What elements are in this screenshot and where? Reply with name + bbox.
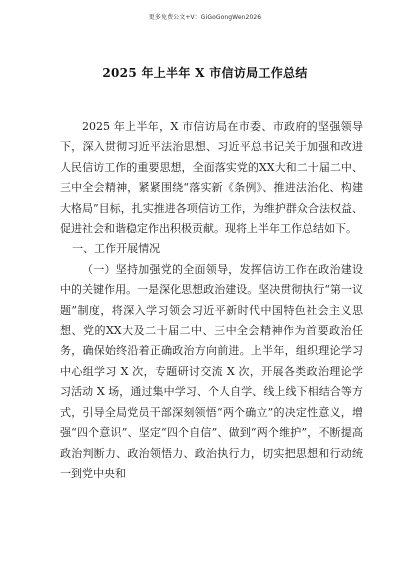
header-note: 更多免费公文+V：GiGoGongWen2026 [148, 14, 262, 21]
document-title: 2025 年上半年 X 市信访局工作总结 [102, 66, 308, 80]
document-body [60, 117, 363, 484]
body-paragraph: （一）坚持加强党的全面领导，发挥信访工作在政治建设中的关键作用。一是深化思想政治建设。坚决贯彻执行“第一议题”制度，将深入学习领会习近平新时代中国特色社会主义思想、党的XX大及二十届二中、三中全会精神作为首要政治任务，确保始终沿着正确政治方向前进。上半年，组织理论学习中心组学习 X 次，专题研讨交流 X 次，开展各类政治理论学习活动 X 场，通过集中学习、个人自学、线上线下相结合等方式，引导全局党员干部深刻领悟“两个确立”的决定性意义，增强“四个意识”、坚定“四个自信”、做到“两个维护”，不断提高政治判断力、政治领悟力、政治执行力，切实把思想和行动统一到党中央和 [60, 262, 363, 480]
section-heading: 一、工作开展情况 [72, 242, 161, 256]
intro-paragraph: 2025 年上半年，X 市信访局在市委、市政府的坚强领导下，深入贯彻习近平法治思想、习近平总书记关于加强和改进人民信访工作的重要思想，全面落实党的XX大和二十届二中、三中全会精神，紧紧围绕“落实新《条例》、推进法治化、构建大格局”目标，扎实推进各项信访工作，为维护群众合法权益、促进社会和谐稳定作出积极贡献。现将上半年工作总结如下。 [60, 120, 363, 236]
